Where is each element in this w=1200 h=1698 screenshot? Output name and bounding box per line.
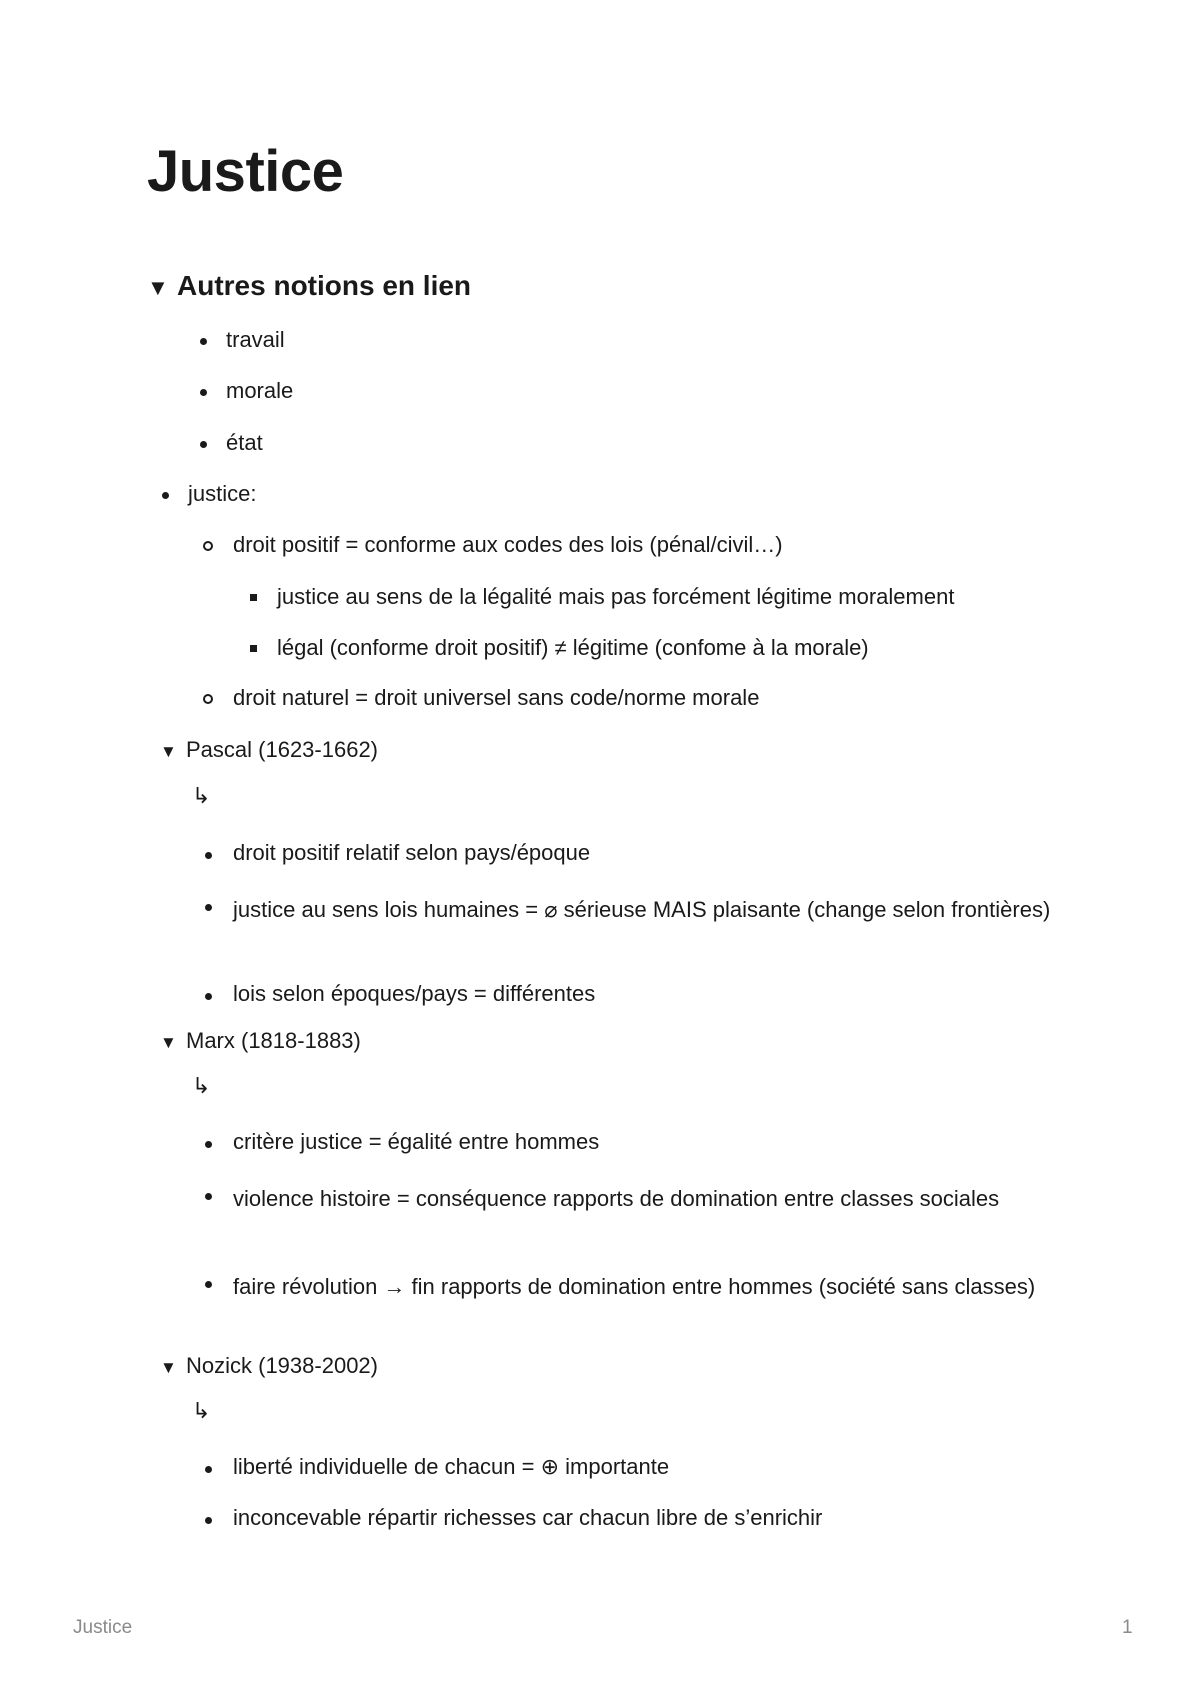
list-item-marx: faire révolution → fin rapports de domination entre hommes (société sans classes): [233, 1274, 1036, 1299]
list-item-justice: justice:: [188, 481, 257, 506]
bullet-dot-icon: [205, 852, 212, 859]
bullet-square-icon: [250, 594, 257, 601]
list-item-droit-naturel: droit naturel = droit universel sans code/norme morale: [233, 685, 760, 710]
bullet-circle-icon: [203, 541, 213, 551]
bullet-dot-icon: [205, 993, 212, 1000]
toggle-heading-nozick[interactable]: [160, 1353, 378, 1379]
toggle-triangle-icon[interactable]: ▼: [160, 1358, 177, 1377]
bullet-dot-icon: [200, 441, 207, 448]
toggle-triangle-icon[interactable]: ▼: [160, 742, 177, 761]
list-item-nozick: liberté individuelle de chacun = ⊕ importante: [233, 1454, 670, 1479]
toggle-heading-label: Autres notions en lien: [177, 270, 472, 301]
list-item-pascal: justice au sens lois humaines = ⌀ sérieuse MAIS plaisante (change selon frontières): [233, 897, 1051, 922]
bullet-dot-icon: [200, 338, 207, 345]
bullet-dot-icon: [205, 904, 212, 911]
list-item-pascal: lois selon époques/pays = différentes: [233, 981, 596, 1006]
bullet-dot-icon: [205, 1517, 212, 1524]
list-item-droit-positif: droit positif = conforme aux codes des lois (pénal/civil…): [233, 532, 783, 557]
bullet-dot-icon: [205, 1193, 212, 1200]
page-title: Justice: [147, 139, 344, 204]
list-item-pascal: droit positif relatif selon pays/époque: [233, 840, 591, 865]
return-arrow-icon: ↳: [192, 783, 211, 808]
list-item-nozick: inconcevable répartir richesses car chacun libre de s’enrichir: [233, 1505, 823, 1530]
toggle-triangle-icon[interactable]: ▼: [160, 1033, 177, 1052]
list-item-marx: critère justice = égalité entre hommes: [233, 1129, 600, 1154]
toggle-heading-label: Pascal (1623-1662): [186, 737, 379, 762]
toggle-heading-label: Nozick (1938-2002): [186, 1353, 378, 1378]
toggle-heading-autres-notions[interactable]: [147, 269, 471, 303]
list-item-related-notion: morale: [226, 378, 294, 403]
bullet-dot-icon: [205, 1281, 212, 1288]
list-item-droit-positif-sub: justice au sens de la légalité mais pas forcément légitime moralement: [277, 584, 955, 609]
list-item-related-notion: état: [226, 430, 263, 455]
bullet-square-icon: [250, 645, 257, 652]
bullet-dot-icon: [200, 389, 207, 396]
return-arrow-icon: ↳: [192, 1398, 211, 1423]
list-item-droit-positif-sub: légal (conforme droit positif) ≠ légitime (confome à la morale): [277, 635, 869, 660]
footer-document-title: Justice: [73, 1617, 133, 1638]
footer-page-number: 1: [1122, 1617, 1133, 1638]
toggle-heading-pascal[interactable]: [160, 737, 378, 763]
list-item-marx: violence histoire = conséquence rapports de domination entre classes sociales: [233, 1186, 1000, 1211]
bullet-dot-icon: [205, 1141, 212, 1148]
toggle-heading-marx[interactable]: [160, 1028, 361, 1054]
toggle-heading-label: Marx (1818-1883): [186, 1028, 361, 1053]
bullet-circle-icon: [203, 694, 213, 704]
bullet-dot-icon: [205, 1466, 212, 1473]
toggle-triangle-icon[interactable]: ▼: [147, 275, 169, 300]
return-arrow-icon: ↳: [192, 1073, 211, 1098]
list-item-related-notion: travail: [226, 327, 285, 352]
bullet-dot-icon: [162, 492, 169, 499]
